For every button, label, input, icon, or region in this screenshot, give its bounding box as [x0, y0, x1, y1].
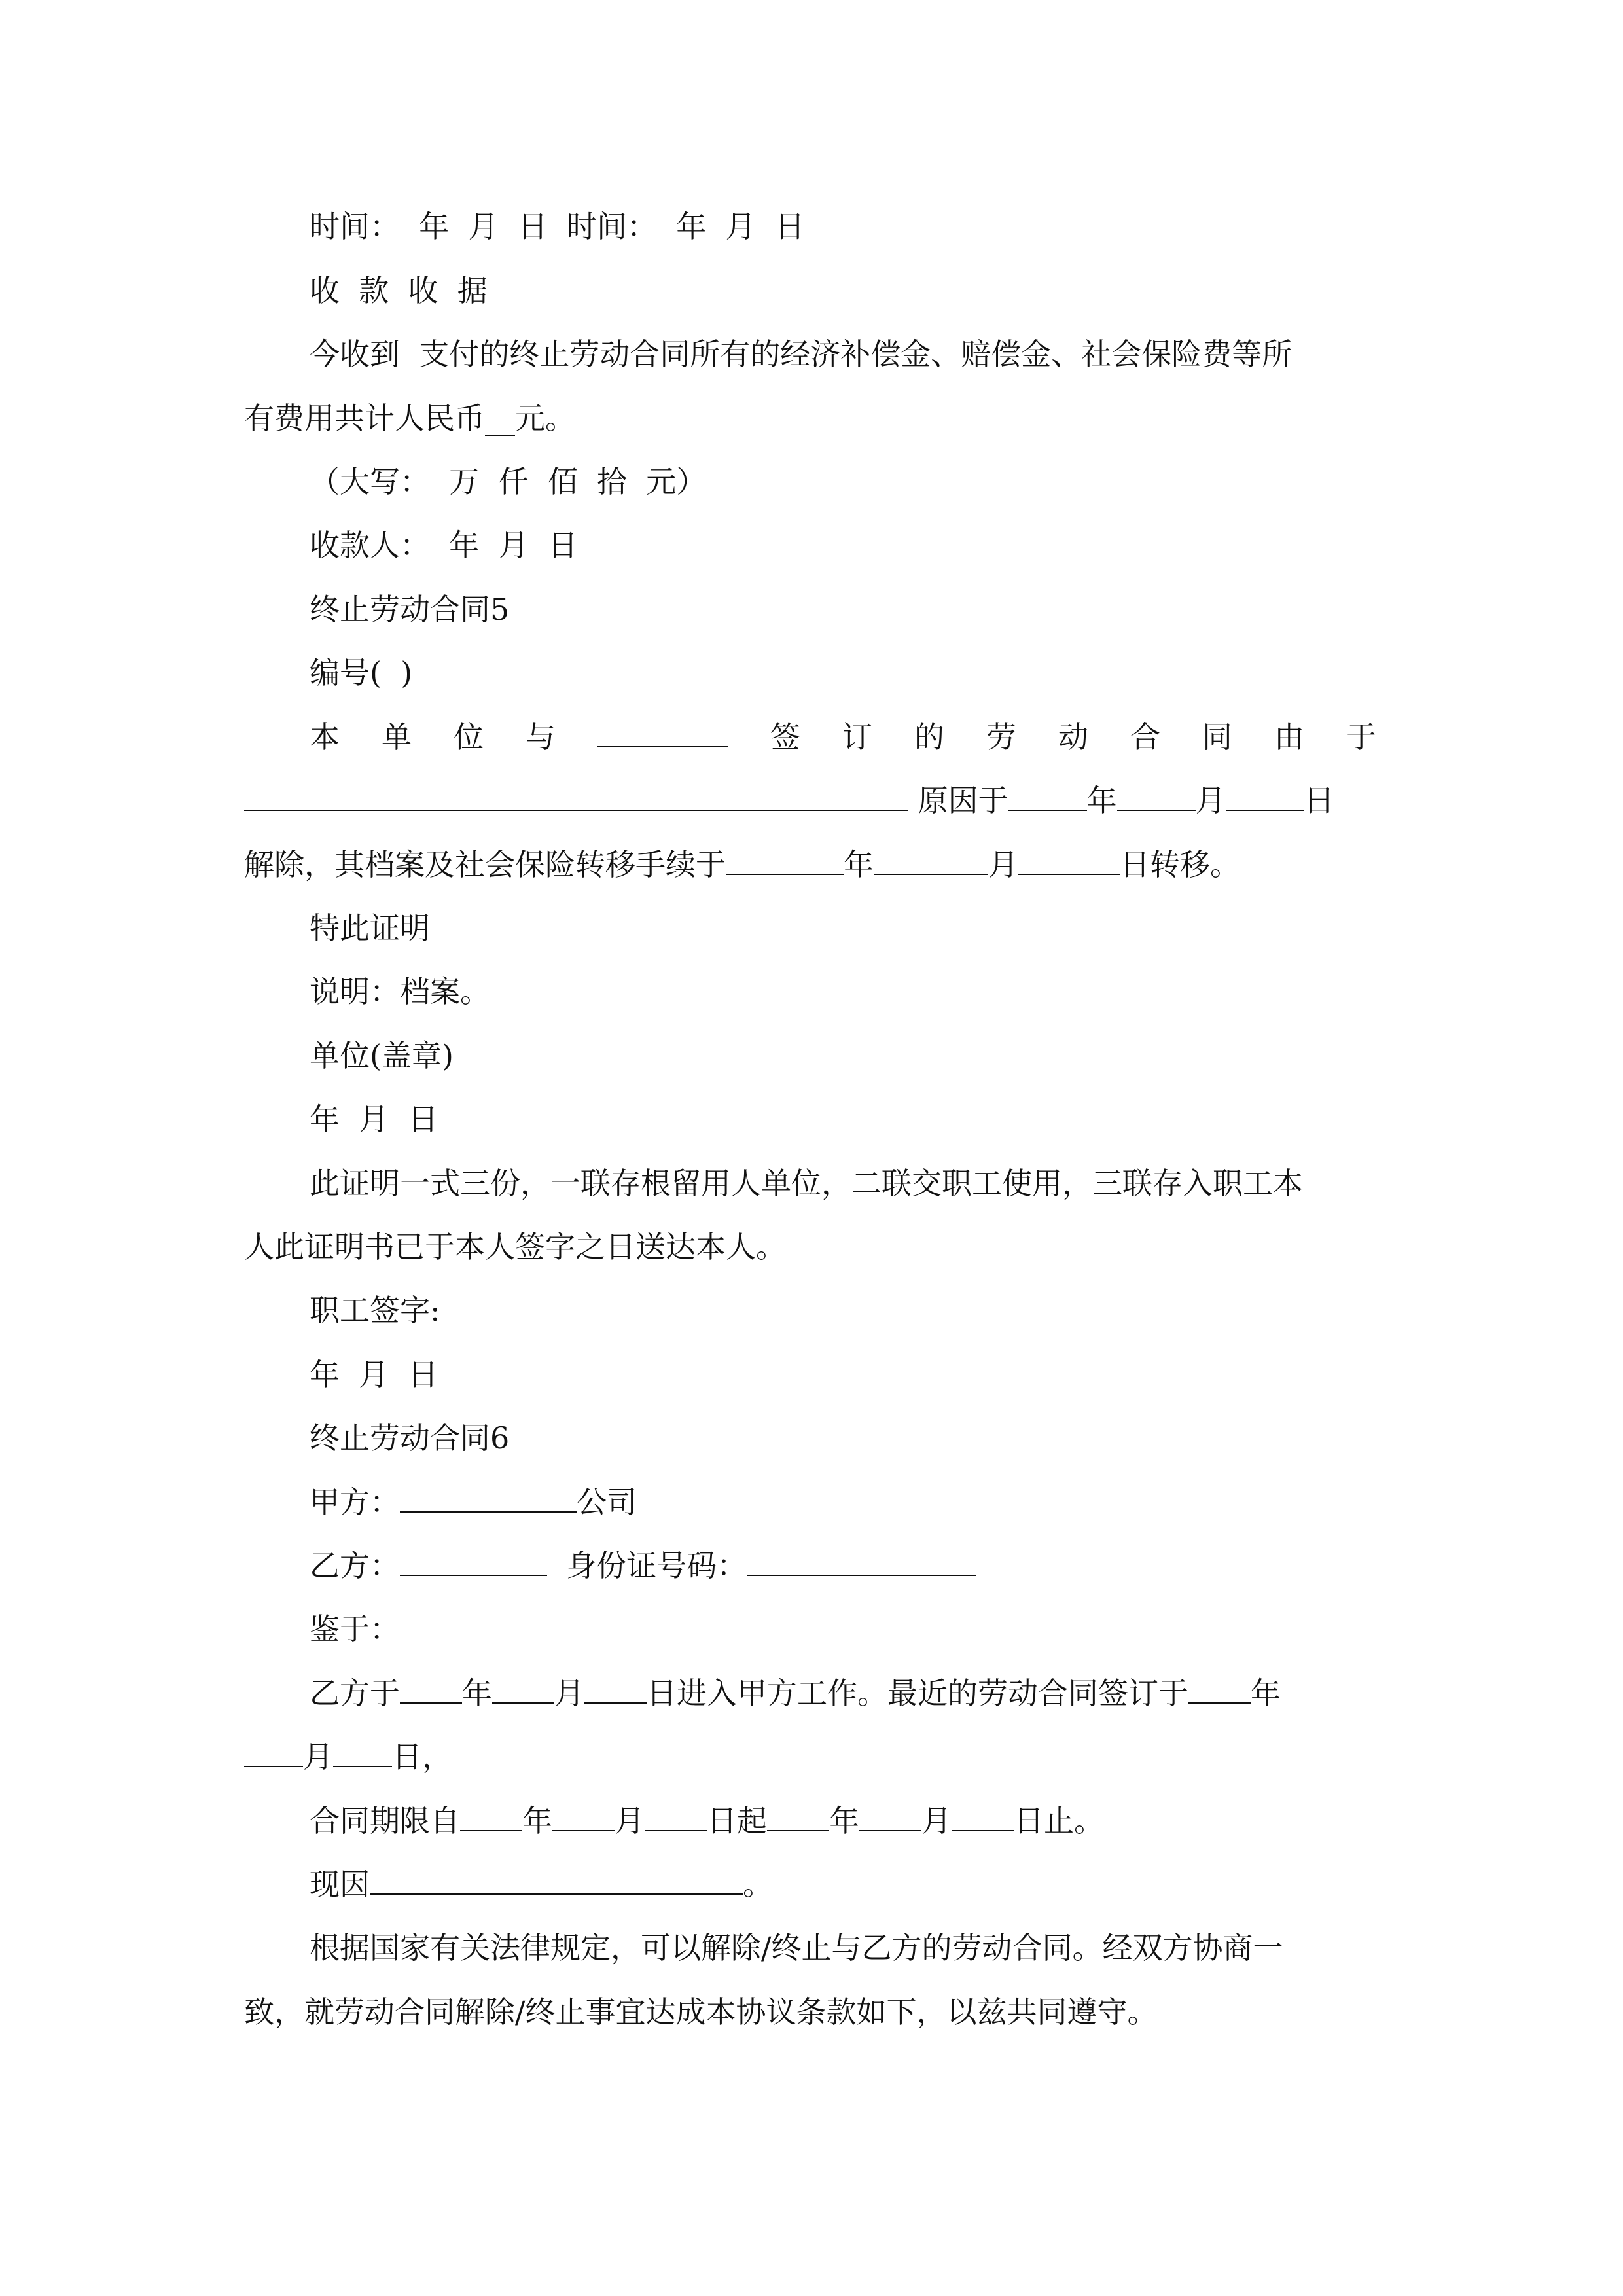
char: 由 [1274, 719, 1304, 755]
section-title-6: 终止劳动合同6 [310, 1420, 510, 1456]
party-b-line: 乙方： 身份证号码： [310, 1546, 1376, 1585]
blank-party-b [400, 1546, 547, 1576]
whereas-line: 鉴于： [310, 1611, 400, 1647]
char: 合 [1130, 719, 1160, 755]
blank-reason [244, 781, 908, 811]
certificate-line3: 解除，其档案及社会保险转移手续于 年 月 日转移。 [244, 845, 1376, 884]
hereby-certify: 特此证明 [310, 910, 430, 946]
amount-in-words: （大写： 万 仟 佰 拾 元） [310, 464, 707, 499]
employment-line2: 月 日， [244, 1737, 1376, 1776]
serial-number: 编号( ) [310, 655, 413, 691]
char: 位 [454, 719, 484, 755]
certificate-line2: 原因于 年 月 日 [244, 781, 1376, 820]
receipt-title: 收 款 收 据 [310, 273, 488, 308]
date-line: 年 月 日 [310, 1102, 438, 1137]
blank-employee-name [597, 717, 728, 747]
char: 同 [1202, 719, 1232, 755]
employment-line1: 乙方于 年 月 日进入甲方工作。最近的劳动合同签订于 年 [310, 1674, 1376, 1713]
receipt-text-line2: 有费用共计人民币__元。 [244, 401, 575, 436]
char: 签 [770, 719, 800, 755]
blank-reason-2 [370, 1865, 743, 1895]
copies-line1: 此证明一式三份，一联存根留用人单位，二联交职工使用，三联存入职工本 [310, 1166, 1303, 1201]
char: 动 [1058, 719, 1088, 755]
date-line-2: 年 月 日 [310, 1357, 438, 1392]
char: 本 [310, 719, 340, 755]
contract-term-line: 合同期限自 年 月 日起 年 月 日止。 [310, 1801, 1376, 1840]
char: 单 [382, 719, 412, 755]
certificate-line1 [310, 717, 1376, 757]
blank-id-number [747, 1546, 976, 1576]
unit-seal: 单位(盖章) [310, 1038, 454, 1073]
legal-basis-line1: 根据国家有关法律规定，可以解除/终止与乙方的劳动合同。经双方协商一 [310, 1930, 1283, 1965]
char: 与 [526, 719, 556, 755]
blank-party-a [400, 1482, 577, 1513]
receipt-text-line1: 今收到 支付的终止劳动合同所有的经济补偿金、赔偿金、社会保险费等所 [310, 336, 1293, 372]
payee-line: 收款人： 年 月 日 [310, 528, 578, 563]
legal-basis-line2: 致，就劳动合同解除/终止事宜达成本协议条款如下，以兹共同遵守。 [244, 1994, 1158, 2030]
reason-line: 现因 。 [310, 1865, 1376, 1904]
note-line: 说明：档案。 [310, 974, 490, 1009]
section-title-5: 终止劳动合同5 [310, 592, 510, 627]
time-line: 时间： 年 月 日 时间： 年 月 日 [310, 209, 805, 244]
char: 的 [914, 719, 944, 755]
char: 订 [842, 719, 872, 755]
copies-line2: 人此证明书已于本人签字之日送达本人。 [244, 1229, 786, 1265]
employee-signature: 职工签字: [310, 1293, 440, 1328]
party-a-line: 甲方： 公司 [310, 1482, 1376, 1522]
char: 于 [1346, 719, 1376, 755]
char: 劳 [986, 719, 1016, 755]
